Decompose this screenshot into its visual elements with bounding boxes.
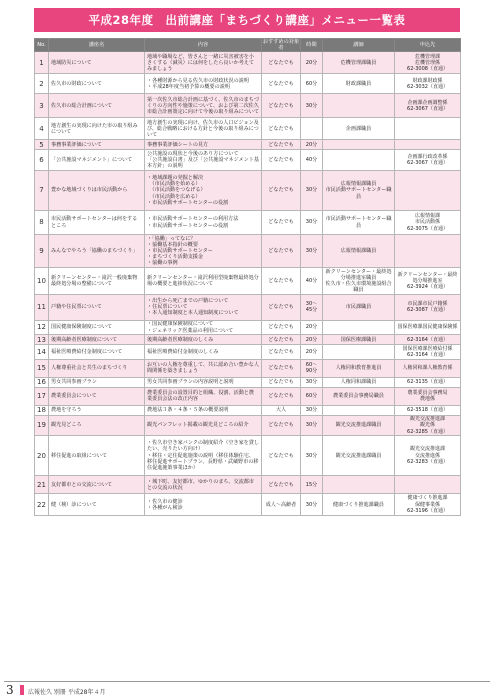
course-time: 30分 bbox=[301, 415, 323, 436]
course-time: 20分 bbox=[301, 52, 323, 74]
course-name: 移住促進の取組について bbox=[49, 436, 145, 476]
course-time bbox=[301, 118, 323, 140]
course-content: 後期高齢者医療制度のしくみ bbox=[145, 335, 262, 345]
header-time: 時間 bbox=[301, 39, 323, 52]
course-time: 30分 bbox=[301, 377, 323, 387]
course-time: 20分 bbox=[301, 335, 323, 345]
course-contact: 危機管理課 危機管理係 62-3008（直通） bbox=[395, 52, 461, 74]
course-contact: 市民課市民戸籍係 62-3087（直通） bbox=[395, 294, 461, 320]
row-number: 17 bbox=[35, 387, 49, 405]
course-lecturer bbox=[323, 150, 395, 171]
table-row bbox=[35, 335, 461, 345]
course-content: 第一次佐久市総合計画に基づく、佐久市のまちづくりの方向性や施策について、および第二次佐久市総合計画策定に向けて今後の取り組みについて bbox=[145, 94, 262, 118]
row-number: 22 bbox=[35, 494, 49, 516]
row-number: 20 bbox=[35, 436, 49, 476]
course-name: 事務事業評価について bbox=[49, 140, 145, 150]
course-time: 20分 bbox=[301, 345, 323, 359]
course-target: 成人〜高齢者 bbox=[262, 494, 301, 516]
table-row bbox=[35, 171, 461, 211]
course-target: どなたでも bbox=[262, 476, 301, 494]
table-row bbox=[35, 387, 461, 405]
course-content: ・各種財源から見る佐久市の財政状況の説明 ・平成28年度当初予算の概要の説明 bbox=[145, 74, 262, 94]
course-contact: 新クリーンセンター・最終処分場推進室 62-3924（直通） bbox=[395, 268, 461, 295]
course-target: どなたでも bbox=[262, 171, 301, 211]
header-content: 内容 bbox=[145, 39, 262, 52]
course-content: 地方創生の実現に向け、佐久市の人口ビジョン及び、総合戦略における方針と今後の取り組みについて bbox=[145, 118, 262, 140]
course-content: ・「協働」ってなに？ ・協働基本指針の概要 ・市民活動サポートセンター ・まちづくり活動支援金 ・協働の事例 bbox=[145, 235, 262, 268]
course-target: どなたでも bbox=[262, 211, 301, 235]
row-number: 18 bbox=[35, 405, 49, 415]
table-header-row bbox=[35, 39, 461, 52]
table-row bbox=[35, 294, 461, 320]
course-lecturer: 広報情報課職員 bbox=[323, 235, 395, 268]
course-name: 国民健康保険制度について bbox=[49, 320, 145, 334]
row-number: 7 bbox=[35, 171, 49, 211]
table-row bbox=[35, 94, 461, 118]
course-lecturer: 新クリーンセンター・最終処分場推進室職員 佐久市・佐久市環境施設組合職員 bbox=[323, 268, 395, 295]
table-row bbox=[35, 211, 461, 235]
course-content: ・城下町、友好都市、ゆかりのまち、交流都市との交流の状況 bbox=[145, 476, 262, 494]
course-name: 農地を守ろう bbox=[49, 405, 145, 415]
row-number: 1 bbox=[35, 52, 49, 74]
course-contact: 健康づくり推進課 保健事業係 62-3196（直通） bbox=[395, 494, 461, 516]
row-number: 4 bbox=[35, 118, 49, 140]
course-target: どなたでも bbox=[262, 294, 301, 320]
course-time: 30分 bbox=[301, 235, 323, 268]
table-row bbox=[35, 150, 461, 171]
course-lecturer: 広報情報課職員 市民活動サポートセンター職員 bbox=[323, 171, 395, 211]
course-content: 公共施設の現状と今後のあり方について 「公共施設白書」及び「公共施設マネジメント基本方針」の説明 bbox=[145, 150, 262, 171]
course-content: 事務事業評価シートの見方 bbox=[145, 140, 262, 150]
row-number: 10 bbox=[35, 268, 49, 295]
course-target: どなたでも bbox=[262, 52, 301, 74]
row-number: 14 bbox=[35, 345, 49, 359]
course-lecturer: 国保医療課職員 bbox=[323, 335, 395, 345]
course-content: ・国民健康保険制度について ・ジェネリック医薬品の利用について bbox=[145, 320, 262, 334]
course-content: 農業委員会の設置目的と組織、役割、活動と農業委員会法の改正内容 bbox=[145, 387, 262, 405]
course-target: どなたでも bbox=[262, 140, 301, 150]
course-content: ・市民活動サポートセンターの利用方法 ・市民活動サポートセンターの役割 bbox=[145, 211, 262, 235]
table-row bbox=[35, 268, 461, 295]
course-lecturer bbox=[323, 140, 395, 150]
course-lecturer: 危機管理課職員 bbox=[323, 52, 395, 74]
course-lecturer bbox=[323, 345, 395, 359]
course-time: 30分 bbox=[301, 94, 323, 118]
course-target: どなたでも bbox=[262, 359, 301, 377]
course-time: 30分 bbox=[301, 211, 323, 235]
course-target: どなたでも bbox=[262, 345, 301, 359]
course-content: 新クリーンセンター・滝沢利用型廃棄物最終処分場の概要と進捗状況について bbox=[145, 268, 262, 295]
row-number: 9 bbox=[35, 235, 49, 268]
header-target: おすすめの対象者 bbox=[262, 39, 300, 52]
course-time: 30分 bbox=[301, 436, 323, 476]
course-content: ・佐久市の健診 ・各種がん検診 bbox=[145, 494, 262, 516]
row-number: 2 bbox=[35, 74, 49, 94]
course-contact bbox=[395, 476, 461, 494]
table-row bbox=[35, 52, 461, 74]
course-target: どなたでも bbox=[262, 150, 301, 171]
course-name: 新クリーンセンター・滝沢一般廃棄物最終処分場の整備について bbox=[49, 268, 145, 295]
row-number: 8 bbox=[35, 211, 49, 235]
table-row bbox=[35, 436, 461, 476]
table-row bbox=[35, 140, 461, 150]
header-contact: 申込先 bbox=[395, 39, 461, 52]
course-contact: 観光交流推進課 観光係 62-3285（直通） bbox=[395, 415, 461, 436]
course-contact: 農業委員会事務局 農地係 bbox=[395, 387, 461, 405]
course-contact: 観光交流推進課 交流推進係 62-3283（直通） bbox=[395, 436, 461, 476]
course-time: 15分 bbox=[301, 476, 323, 494]
page-title: 平成28年度 出前講座「まちづくり講座」メニュー一覧表 bbox=[34, 8, 460, 32]
course-name: 観光見どころ bbox=[49, 415, 145, 436]
course-time: 30分 bbox=[301, 171, 323, 211]
course-name: 市民活動サポートセンターは何をするところ bbox=[49, 211, 145, 235]
course-time: 20分 bbox=[301, 140, 323, 150]
course-content: ・地域課題の発掘と解決 （市民活動を始める） （市民活動をつなげる） （市民活動を広める） ・市民活動サポートセンターの役割 bbox=[145, 171, 262, 211]
course-target: どなたでも bbox=[262, 94, 301, 118]
course-content: ・出生から死亡までの戸籍について ・住民票について ・本人通知制度と本人通知制度について bbox=[145, 294, 262, 320]
course-contact: 財政課財政係 62-3032（直通） bbox=[395, 74, 461, 94]
course-name: 豊かな地域づくりは市民活動から bbox=[49, 171, 145, 211]
course-name: 福祉医療費給付金制度について bbox=[49, 345, 145, 359]
row-number: 11 bbox=[35, 294, 49, 320]
row-number: 12 bbox=[35, 320, 49, 334]
row-number: 13 bbox=[35, 335, 49, 345]
course-content: 観光パンフレット掲載の観光見どころの紹介 bbox=[145, 415, 262, 436]
row-number: 3 bbox=[35, 94, 49, 118]
course-name: 男女共同参画プラン bbox=[49, 377, 145, 387]
table-row bbox=[35, 494, 461, 516]
course-contact bbox=[395, 118, 461, 140]
course-target: どなたでも bbox=[262, 235, 301, 268]
course-lecturer: 市民活動サポートセンター職員 bbox=[323, 211, 395, 235]
table-row bbox=[35, 345, 461, 359]
course-contact bbox=[395, 140, 461, 150]
course-target: どなたでも bbox=[262, 118, 301, 140]
table-row bbox=[35, 405, 461, 415]
course-time: 40分 bbox=[301, 268, 323, 295]
course-name: 友好都市との交流について bbox=[49, 476, 145, 494]
course-lecturer: 観光交流推進課職員 bbox=[323, 415, 395, 436]
course-target: どなたでも bbox=[262, 320, 301, 334]
course-target: どなたでも bbox=[262, 335, 301, 345]
row-number: 6 bbox=[35, 150, 49, 171]
row-number: 15 bbox=[35, 359, 49, 377]
course-lecturer: 人権同和教育推進員 bbox=[323, 359, 395, 377]
course-target: どなたでも bbox=[262, 387, 301, 405]
page-footer bbox=[4, 681, 490, 698]
course-content: 地域や職場など、皆さんと一緒に災害被害を小さくする（減災）には何をしたら良いか考えてみましょう bbox=[145, 52, 262, 74]
course-contact: 企画課行政改革係 62-3067（直通） bbox=[395, 150, 461, 171]
course-contact bbox=[395, 235, 461, 268]
course-target: 大人 bbox=[262, 405, 301, 415]
course-target: どなたでも bbox=[262, 268, 301, 295]
course-lecturer: 企画課職員 bbox=[323, 118, 395, 140]
course-contact: 国保医療課国民健康保険係 bbox=[395, 320, 461, 334]
course-contact: 62-3135（直通） bbox=[395, 377, 461, 387]
course-time: 40分 bbox=[301, 150, 323, 171]
course-content: 男女共同参画プランの内容説明と説明 bbox=[145, 377, 262, 387]
header-no: No. bbox=[35, 39, 49, 52]
course-name: 後期高齢者医療制度について bbox=[49, 335, 145, 345]
course-lecturer bbox=[323, 405, 395, 415]
row-number: 16 bbox=[35, 377, 49, 387]
course-name: 地域防災について bbox=[49, 52, 145, 74]
course-time: 60分 bbox=[301, 74, 323, 94]
footer-accent-bar bbox=[20, 685, 24, 695]
row-number: 19 bbox=[35, 415, 49, 436]
course-lecturer: 人権同和課職員 bbox=[323, 377, 395, 387]
table-row bbox=[35, 377, 461, 387]
row-number: 5 bbox=[35, 140, 49, 150]
course-lecturer bbox=[323, 476, 395, 494]
course-name: 佐久市の総合計画について bbox=[49, 94, 145, 118]
course-name: みんなでやろう「協働のまちづくり」 bbox=[49, 235, 145, 268]
course-time: 30分 bbox=[301, 494, 323, 516]
course-name: 農業委員会について bbox=[49, 387, 145, 405]
course-lecturer: 農業委員会事務局職員 bbox=[323, 387, 395, 405]
course-content: お互いの人権を尊重して、共に認め合い豊かな人間関係を築きましょう bbox=[145, 359, 262, 377]
table-row bbox=[35, 359, 461, 377]
course-name: 健（検）診について bbox=[49, 494, 145, 516]
course-time: 60分 bbox=[301, 387, 323, 405]
course-name: 「公共施設マネジメント」について bbox=[49, 150, 145, 171]
course-target: どなたでも bbox=[262, 377, 301, 387]
course-lecturer: 健康づくり推進課職員 bbox=[323, 494, 395, 516]
header-name: 講座名 bbox=[49, 39, 145, 52]
course-name: 地方創生の実現に向けた市の取り組みについて bbox=[49, 118, 145, 140]
course-target: どなたでも bbox=[262, 74, 301, 94]
course-contact: 広報情報課 市民活動係 62-3075（直通） bbox=[395, 211, 461, 235]
page-number: 3 bbox=[6, 683, 14, 697]
table-row bbox=[35, 74, 461, 94]
table-row bbox=[35, 235, 461, 268]
course-lecturer: 市民課職員 bbox=[323, 294, 395, 320]
footer-publication: 広報佐久 別冊 平成28年４月 bbox=[28, 689, 106, 696]
course-content: 福祉医療費給付金制度のしくみ bbox=[145, 345, 262, 359]
course-lecturer bbox=[323, 320, 395, 334]
course-lecturer: 財政課職員 bbox=[323, 74, 395, 94]
course-contact: 人権同和課人権教育係 bbox=[395, 359, 461, 377]
table-row bbox=[35, 415, 461, 436]
course-name: 戸籍や住民票について bbox=[49, 294, 145, 320]
course-content: ・佐久市空き家バンクの制度紹介（空き家を貸したい、売りたい方向け） ・移住・定住促進施策の説明（移住体験住宅、移住促進サポートプラン、長野県・武蔵野市の移住促進施策事業ほか） bbox=[145, 436, 262, 476]
course-lecturer: 観光交流推進課職員 bbox=[323, 436, 395, 476]
course-target: どなたでも bbox=[262, 436, 301, 476]
course-lecturer bbox=[323, 94, 395, 118]
course-contact bbox=[395, 171, 461, 211]
course-time: 30分 bbox=[301, 405, 323, 415]
table-row bbox=[35, 320, 461, 334]
table-row bbox=[35, 118, 461, 140]
table-row bbox=[35, 476, 461, 494]
course-contact: 62-3518（直通） bbox=[395, 405, 461, 415]
course-contact: 62-3164（直通） bbox=[395, 335, 461, 345]
course-name: 佐久市の財政について bbox=[49, 74, 145, 94]
course-contact: 国保医療課医療給付係 62-3164（直通） bbox=[395, 345, 461, 359]
row-number: 21 bbox=[35, 476, 49, 494]
course-time: 20分 bbox=[301, 320, 323, 334]
course-time: 30〜45分 bbox=[301, 294, 323, 320]
course-menu-table bbox=[34, 38, 461, 516]
course-target: どなたでも bbox=[262, 415, 301, 436]
course-content: 農地法３条・４条・５条の概要説明 bbox=[145, 405, 262, 415]
header-lecturer: 講師 bbox=[323, 39, 395, 52]
course-time: 60〜90分 bbox=[301, 359, 323, 377]
course-contact: 企画課企画調整係 62-3067（直通） bbox=[395, 94, 461, 118]
course-name: 人権尊重社会と共生のまちづくり bbox=[49, 359, 145, 377]
